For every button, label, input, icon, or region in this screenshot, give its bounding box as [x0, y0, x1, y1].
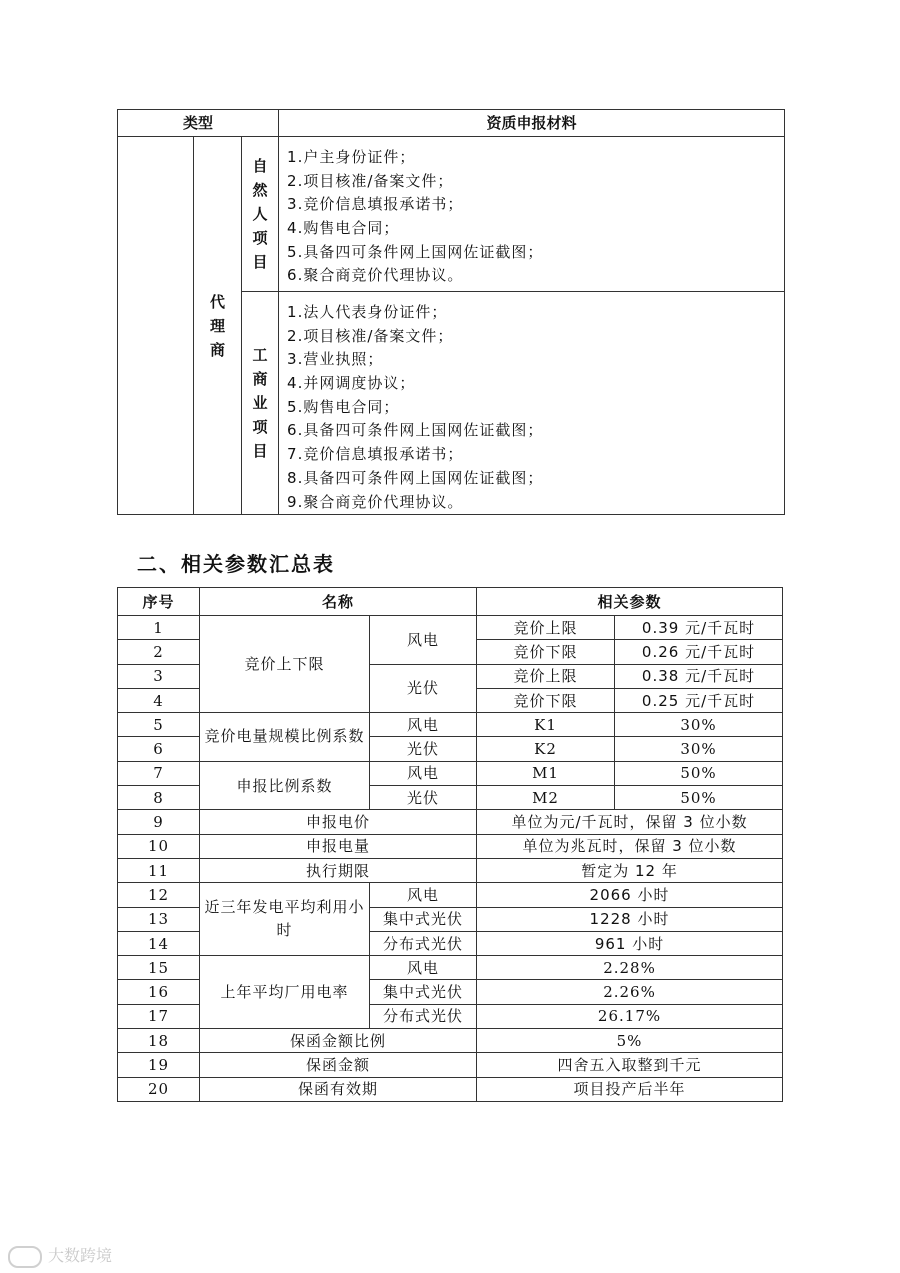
table-row: [118, 713, 783, 737]
param-value: 961 小时: [477, 931, 783, 955]
group-name: 上年平均厂用电率: [200, 956, 370, 1029]
list-item: 9.聚合商竞价代理协议。: [287, 492, 464, 511]
param-value: 50%: [615, 761, 783, 785]
row-no: 14: [118, 931, 200, 955]
sub-name: 风电: [370, 713, 477, 737]
parameter-summary-table: [117, 587, 783, 1102]
watermark-text: 大数跨境: [48, 1246, 113, 1265]
param-label: M2: [477, 786, 615, 810]
header-no: 序号: [118, 588, 200, 616]
param-value: 5%: [477, 1029, 783, 1053]
list-item: 2.项目核准/备案文件；: [287, 171, 454, 190]
group-name: 竞价上下限: [200, 616, 370, 713]
watermark: [8, 1243, 112, 1268]
row-no: 19: [118, 1053, 200, 1077]
list-item: 7.竞价信息填报承诺书；: [287, 445, 464, 464]
param-name: 申报电量: [200, 834, 477, 858]
list-item: 3.营业执照；: [287, 350, 384, 369]
section-title: 二、相关参数汇总表: [137, 552, 335, 576]
param-name: 执行期限: [200, 858, 477, 882]
param-label: K1: [477, 713, 615, 737]
list-item: 5.购售电合同；: [287, 397, 400, 416]
row-no: 5: [118, 713, 200, 737]
table-row: [118, 137, 785, 292]
list-item: 3.竞价信息填报承诺书；: [287, 195, 464, 214]
sub-name: 集中式光伏: [370, 980, 477, 1004]
sub-name: 风电: [370, 761, 477, 785]
row-no: 7: [118, 761, 200, 785]
row-no: 13: [118, 907, 200, 931]
type-empty-cell: [118, 137, 194, 515]
sub-name: 光伏: [370, 664, 477, 713]
row-no: 16: [118, 980, 200, 1004]
sub-name: 分布式光伏: [370, 1004, 477, 1028]
header-materials: 资质申报材料: [279, 110, 785, 137]
param-label: 竞价上限: [477, 616, 615, 640]
param-value: 暂定为 12 年: [477, 858, 783, 882]
param-value: 50%: [615, 786, 783, 810]
group-name: 申报比例系数: [200, 761, 370, 810]
sub-name: 集中式光伏: [370, 907, 477, 931]
param-label: 竞价下限: [477, 640, 615, 664]
sub-name: 风电: [370, 956, 477, 980]
param-name: 保函金额: [200, 1053, 477, 1077]
row-no: 2: [118, 640, 200, 664]
row-no: 8: [118, 786, 200, 810]
header-params: 相关参数: [477, 588, 783, 616]
param-value: 0.39 元/千瓦时: [615, 616, 783, 640]
table-header-row: [118, 588, 783, 616]
list-item: 2.项目核准/备案文件；: [287, 326, 454, 345]
row-no: 18: [118, 1029, 200, 1053]
sub-name: 光伏: [370, 786, 477, 810]
table-row: [118, 858, 783, 882]
list-item: 1.户主身份证件；: [287, 148, 416, 166]
row-no: 17: [118, 1004, 200, 1028]
param-value: 0.38 元/千瓦时: [615, 664, 783, 688]
group-name: 近三年发电平均利用小时: [200, 883, 370, 956]
list-item: 6.具备四可条件网上国网佐证截图；: [287, 421, 544, 440]
sub-name: 风电: [370, 616, 477, 665]
param-value: 2066 小时: [477, 883, 783, 907]
param-value: 1228 小时: [477, 907, 783, 931]
header-name: 名称: [200, 588, 477, 616]
param-label: K2: [477, 737, 615, 761]
row-no: 9: [118, 810, 200, 834]
row-no: 10: [118, 834, 200, 858]
row-no: 15: [118, 956, 200, 980]
table-row: [118, 1077, 783, 1101]
table-header-row: [118, 110, 785, 137]
commercial-materials: [279, 292, 785, 515]
list-item: 4.并网调度协议；: [287, 374, 416, 393]
table-row: [118, 761, 783, 785]
sub-name: 分布式光伏: [370, 931, 477, 955]
param-value: 项目投产后半年: [477, 1077, 783, 1101]
group-name: 竞价电量规模比例系数: [200, 713, 370, 762]
row-no: 1: [118, 616, 200, 640]
param-value: 单位为元/千瓦时，保留 3 位小数: [477, 810, 783, 834]
param-value: 2.28%: [477, 956, 783, 980]
natural-person-label: 自 然 人 项 目: [242, 137, 279, 292]
param-value: 四舍五入取整到千元: [477, 1053, 783, 1077]
param-label: 竞价上限: [477, 664, 615, 688]
commercial-label: 工 商 业 项 目: [242, 292, 279, 515]
row-no: 6: [118, 737, 200, 761]
table-row: [118, 834, 783, 858]
param-value: 单位为兆瓦时，保留 3 位小数: [477, 834, 783, 858]
param-value: 2.26%: [477, 980, 783, 1004]
table-row: [118, 1029, 783, 1053]
row-no: 11: [118, 858, 200, 882]
param-label: 竞价下限: [477, 688, 615, 712]
param-value: 30%: [615, 737, 783, 761]
table-row: [118, 810, 783, 834]
param-value: 0.26 元/千瓦时: [615, 640, 783, 664]
natural-person-materials: [279, 137, 785, 292]
list-item: 4.购售电合同；: [287, 219, 400, 238]
row-no: 12: [118, 883, 200, 907]
table-row: [118, 1053, 783, 1077]
row-no: 20: [118, 1077, 200, 1101]
param-value: 26.17%: [477, 1004, 783, 1028]
list-item: 6.聚合商竞价代理协议。: [287, 266, 464, 285]
sub-name: 风电: [370, 883, 477, 907]
param-value: 0.25 元/千瓦时: [615, 688, 783, 712]
param-label: M1: [477, 761, 615, 785]
row-no: 3: [118, 664, 200, 688]
param-name: 保函金额比例: [200, 1029, 477, 1053]
agent-label: 代 理 商: [194, 137, 242, 515]
param-name: 申报电价: [200, 810, 477, 834]
list-item: 1.法人代表身份证件；: [287, 303, 448, 321]
header-type: 类型: [118, 110, 279, 137]
table-row: [118, 883, 783, 907]
param-name: 保函有效期: [200, 1077, 477, 1101]
list-item: 5.具备四可条件网上国网佐证截图；: [287, 242, 544, 261]
row-no: 4: [118, 688, 200, 712]
table-row: [118, 956, 783, 980]
sub-name: 光伏: [370, 737, 477, 761]
table-row: [118, 616, 783, 640]
param-value: 30%: [615, 713, 783, 737]
watermark-logo-icon: [8, 1246, 42, 1268]
qualification-materials-table: [117, 109, 785, 515]
list-item: 8.具备四可条件网上国网佐证截图；: [287, 468, 544, 487]
